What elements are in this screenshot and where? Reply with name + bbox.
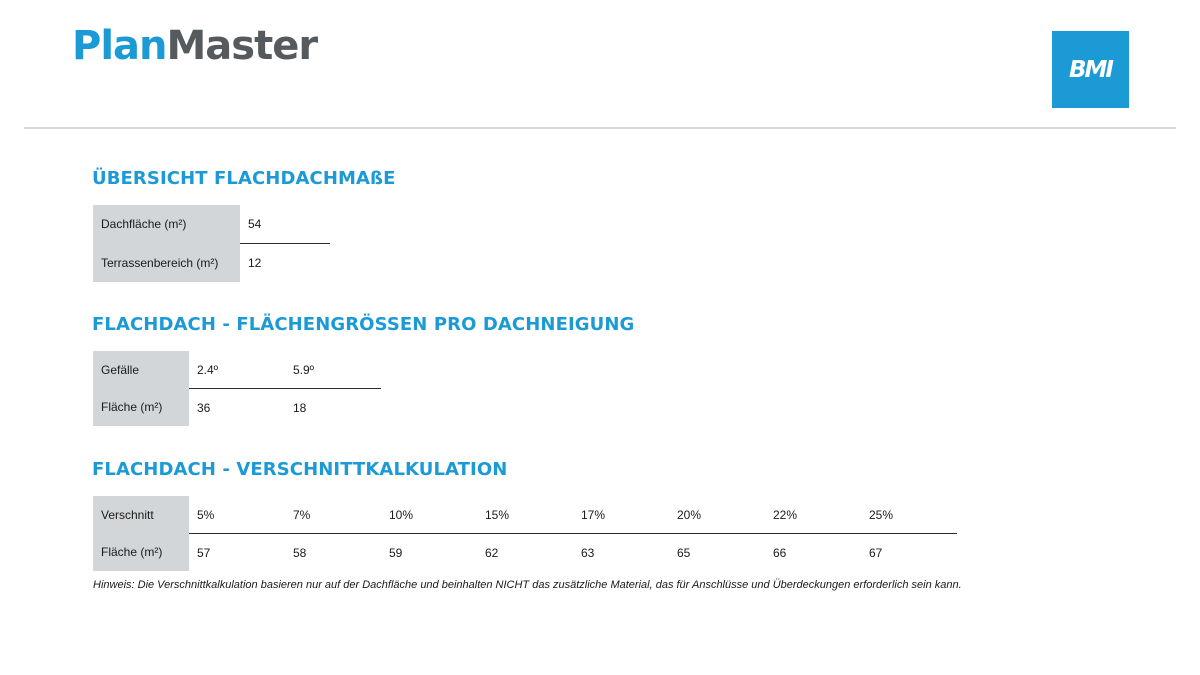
overview-label: Terrassenbereich (m²) bbox=[93, 244, 240, 283]
waste-value: 17% bbox=[573, 496, 669, 534]
brand-master: Master bbox=[166, 23, 318, 69]
slope-label: Gefälle bbox=[93, 351, 189, 389]
area-value: 18 bbox=[293, 400, 307, 415]
waste-value: 10% bbox=[381, 496, 477, 534]
bmi-logo bbox=[1052, 31, 1129, 108]
area-value: 58 bbox=[293, 545, 307, 560]
waste-heading: FLACHDACH - VERSCHNITTKALKULATION bbox=[92, 459, 508, 480]
area-value: 67 bbox=[869, 545, 883, 560]
bmi-logo-text: BMI bbox=[1069, 56, 1112, 83]
overview-heading: ÜBERSICHT FLACHDACHMAßE bbox=[92, 168, 396, 189]
waste-value: 20% bbox=[669, 496, 765, 534]
overview-table bbox=[93, 205, 330, 282]
table-row bbox=[93, 496, 957, 534]
area-value: 36 bbox=[197, 400, 211, 415]
table-row bbox=[93, 205, 330, 244]
waste-value: 15% bbox=[477, 496, 573, 534]
table-row bbox=[93, 534, 957, 572]
slope-value: 2.4º bbox=[189, 351, 285, 389]
overview-value: 12 bbox=[248, 256, 262, 270]
app-logo-wordmark bbox=[72, 18, 317, 74]
area-value: 66 bbox=[773, 545, 787, 560]
area-value: 59 bbox=[389, 545, 403, 560]
overview-label: Dachfläche (m²) bbox=[93, 205, 240, 244]
waste-value: 5% bbox=[189, 496, 285, 534]
overview-value: 54 bbox=[240, 205, 330, 244]
area-value: 63 bbox=[581, 545, 595, 560]
area-label: Fläche (m²) bbox=[93, 534, 189, 572]
waste-value: 22% bbox=[765, 496, 861, 534]
waste-table bbox=[93, 496, 957, 571]
table-row bbox=[93, 244, 330, 283]
table-row bbox=[93, 389, 381, 427]
area-value: 57 bbox=[197, 545, 211, 560]
slope-areas-table bbox=[93, 351, 381, 426]
area-value: 62 bbox=[485, 545, 499, 560]
waste-value: 25% bbox=[861, 496, 957, 534]
area-value: 65 bbox=[677, 545, 691, 560]
header-divider bbox=[24, 127, 1176, 129]
brand-plan: Plan bbox=[72, 23, 167, 69]
table-row bbox=[93, 351, 381, 389]
waste-value: 7% bbox=[285, 496, 381, 534]
slope-areas-heading: FLACHDACH - FLÄCHENGRÖSSEN PRO DACHNEIGUNG bbox=[92, 314, 635, 335]
area-label: Fläche (m²) bbox=[93, 389, 189, 427]
waste-note: Hinweis: Die Verschnittkalkulation basieren nur auf der Dachfläche und beinhalten NICHT das zusätzliche Material, das für Anschlüsse und Überdeckungen erforderlich sein kann. bbox=[93, 579, 962, 591]
slope-value: 5.9º bbox=[285, 351, 381, 389]
waste-label: Verschnitt bbox=[93, 496, 189, 534]
